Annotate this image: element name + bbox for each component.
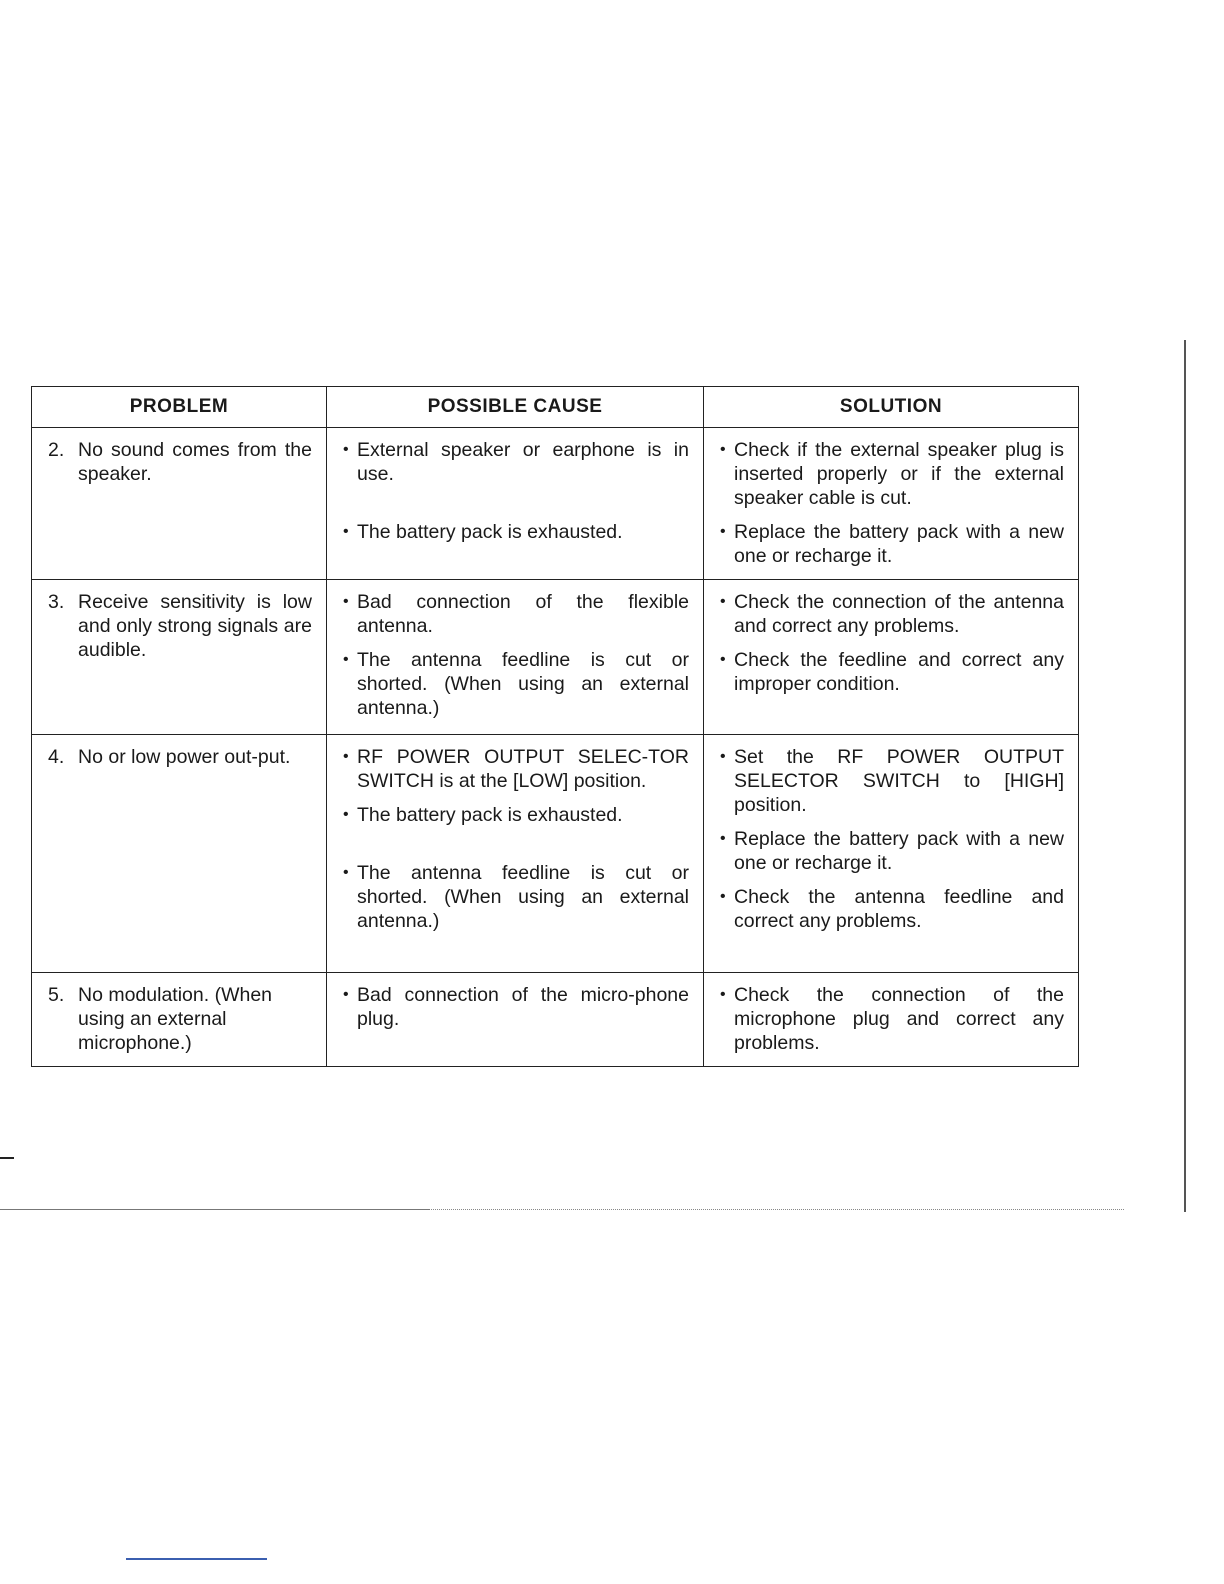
bullet-icon: • [720,888,726,905]
solution-cell [704,580,1079,735]
problem-cell [32,428,327,580]
bullet-icon: • [343,806,349,823]
problem-number: 4. [48,746,65,768]
list-item [343,803,689,827]
list-item [720,520,1064,568]
problem-number: 2. [48,439,65,461]
table-row [32,428,1079,580]
bullet-icon: • [720,593,726,610]
header-problem: PROBLEM [32,387,327,428]
troubleshooting-table [31,386,1079,1067]
cause-text: The battery pack is exhausted. [357,804,623,826]
problem-text: No sound comes from the speaker. [78,439,312,485]
solution-text: Set the RF POWER OUTPUT SELECTOR SWITCH to [HIGH] position. [734,746,1064,816]
solution-cell [704,428,1079,580]
list-item [720,745,1064,817]
problem-number: 5. [48,984,65,1006]
solution-text: Check the antenna feedline and correct any problems. [734,886,1064,932]
right-margin-rule [1184,340,1186,1212]
header-solution: SOLUTION [704,387,1079,428]
solution-text: Replace the battery pack with a new one or recharge it. [734,521,1064,567]
table-row [32,735,1079,973]
solution-cell [704,973,1079,1067]
cause-text: Bad connection of the micro-phone plug. [357,984,689,1030]
problem-text: No or low power out-put. [78,746,291,768]
cause-text: RF POWER OUTPUT SELEC-TOR SWITCH is at the [LOW] position. [357,746,689,792]
table-row [32,973,1079,1067]
bullet-icon: • [343,986,349,1003]
bullet-icon: • [720,830,726,847]
cause-text: Bad connection of the flexible antenna. [357,591,689,637]
solution-text: Check the connection of the antenna and correct any problems. [734,591,1064,637]
problem-cell [32,735,327,973]
bullet-icon: • [343,748,349,765]
bullet-icon: • [720,523,726,540]
table-row [32,580,1079,735]
bullet-icon: • [720,651,726,668]
list-item [343,438,689,486]
problem-cell [32,580,327,735]
cause-cell [327,973,704,1067]
problem-number: 3. [48,591,65,613]
list-item [343,648,689,720]
list-item [720,438,1064,510]
bullet-icon: • [343,864,349,881]
solution-text: Replace the battery pack with a new one or recharge it. [734,828,1064,874]
cause-text: The antenna feedline is cut or shorted. (When using an external antenna.) [357,649,689,719]
cause-cell [327,735,704,973]
bullet-icon: • [343,593,349,610]
list-item [720,648,1064,696]
list-item [343,861,689,933]
header-possible-cause: POSSIBLE CAUSE [327,387,704,428]
solution-text: Check the connection of the microphone plug and correct any problems. [734,984,1064,1054]
bullet-icon: • [720,441,726,458]
bullet-icon: • [343,441,349,458]
list-item [343,983,689,1031]
list-item [343,590,689,638]
solution-cell [704,735,1079,973]
problem-cell [32,973,327,1067]
cause-cell [327,428,704,580]
bullet-icon: • [343,651,349,668]
table-header-row [32,387,1079,428]
problem-text: No modulation. (When using an external microphone.) [78,984,273,1054]
bullet-icon: • [720,986,726,1003]
left-edge-tick [0,1157,14,1159]
cause-text: The battery pack is exhausted. [357,521,623,543]
list-item [720,885,1064,933]
solution-text: Check the feedline and correct any improper condition. [734,649,1064,695]
bullet-icon: • [720,748,726,765]
list-item [720,590,1064,638]
list-item [343,520,689,544]
list-item [720,983,1064,1055]
bottom-divider [0,1209,430,1210]
list-item [343,745,689,793]
problem-text: Receive sensitivity is low and only strong signals are audible. [78,591,312,661]
cause-cell [327,580,704,735]
solution-text: Check if the external speaker plug is inserted properly or if the external speaker cable is cut. [734,439,1064,509]
footer-underline [126,1558,267,1560]
bullet-icon: • [343,523,349,540]
cause-text: The antenna feedline is cut or shorted. (When using an external antenna.) [357,862,689,932]
cause-text: External speaker or earphone is in use. [357,439,689,485]
list-item [720,827,1064,875]
